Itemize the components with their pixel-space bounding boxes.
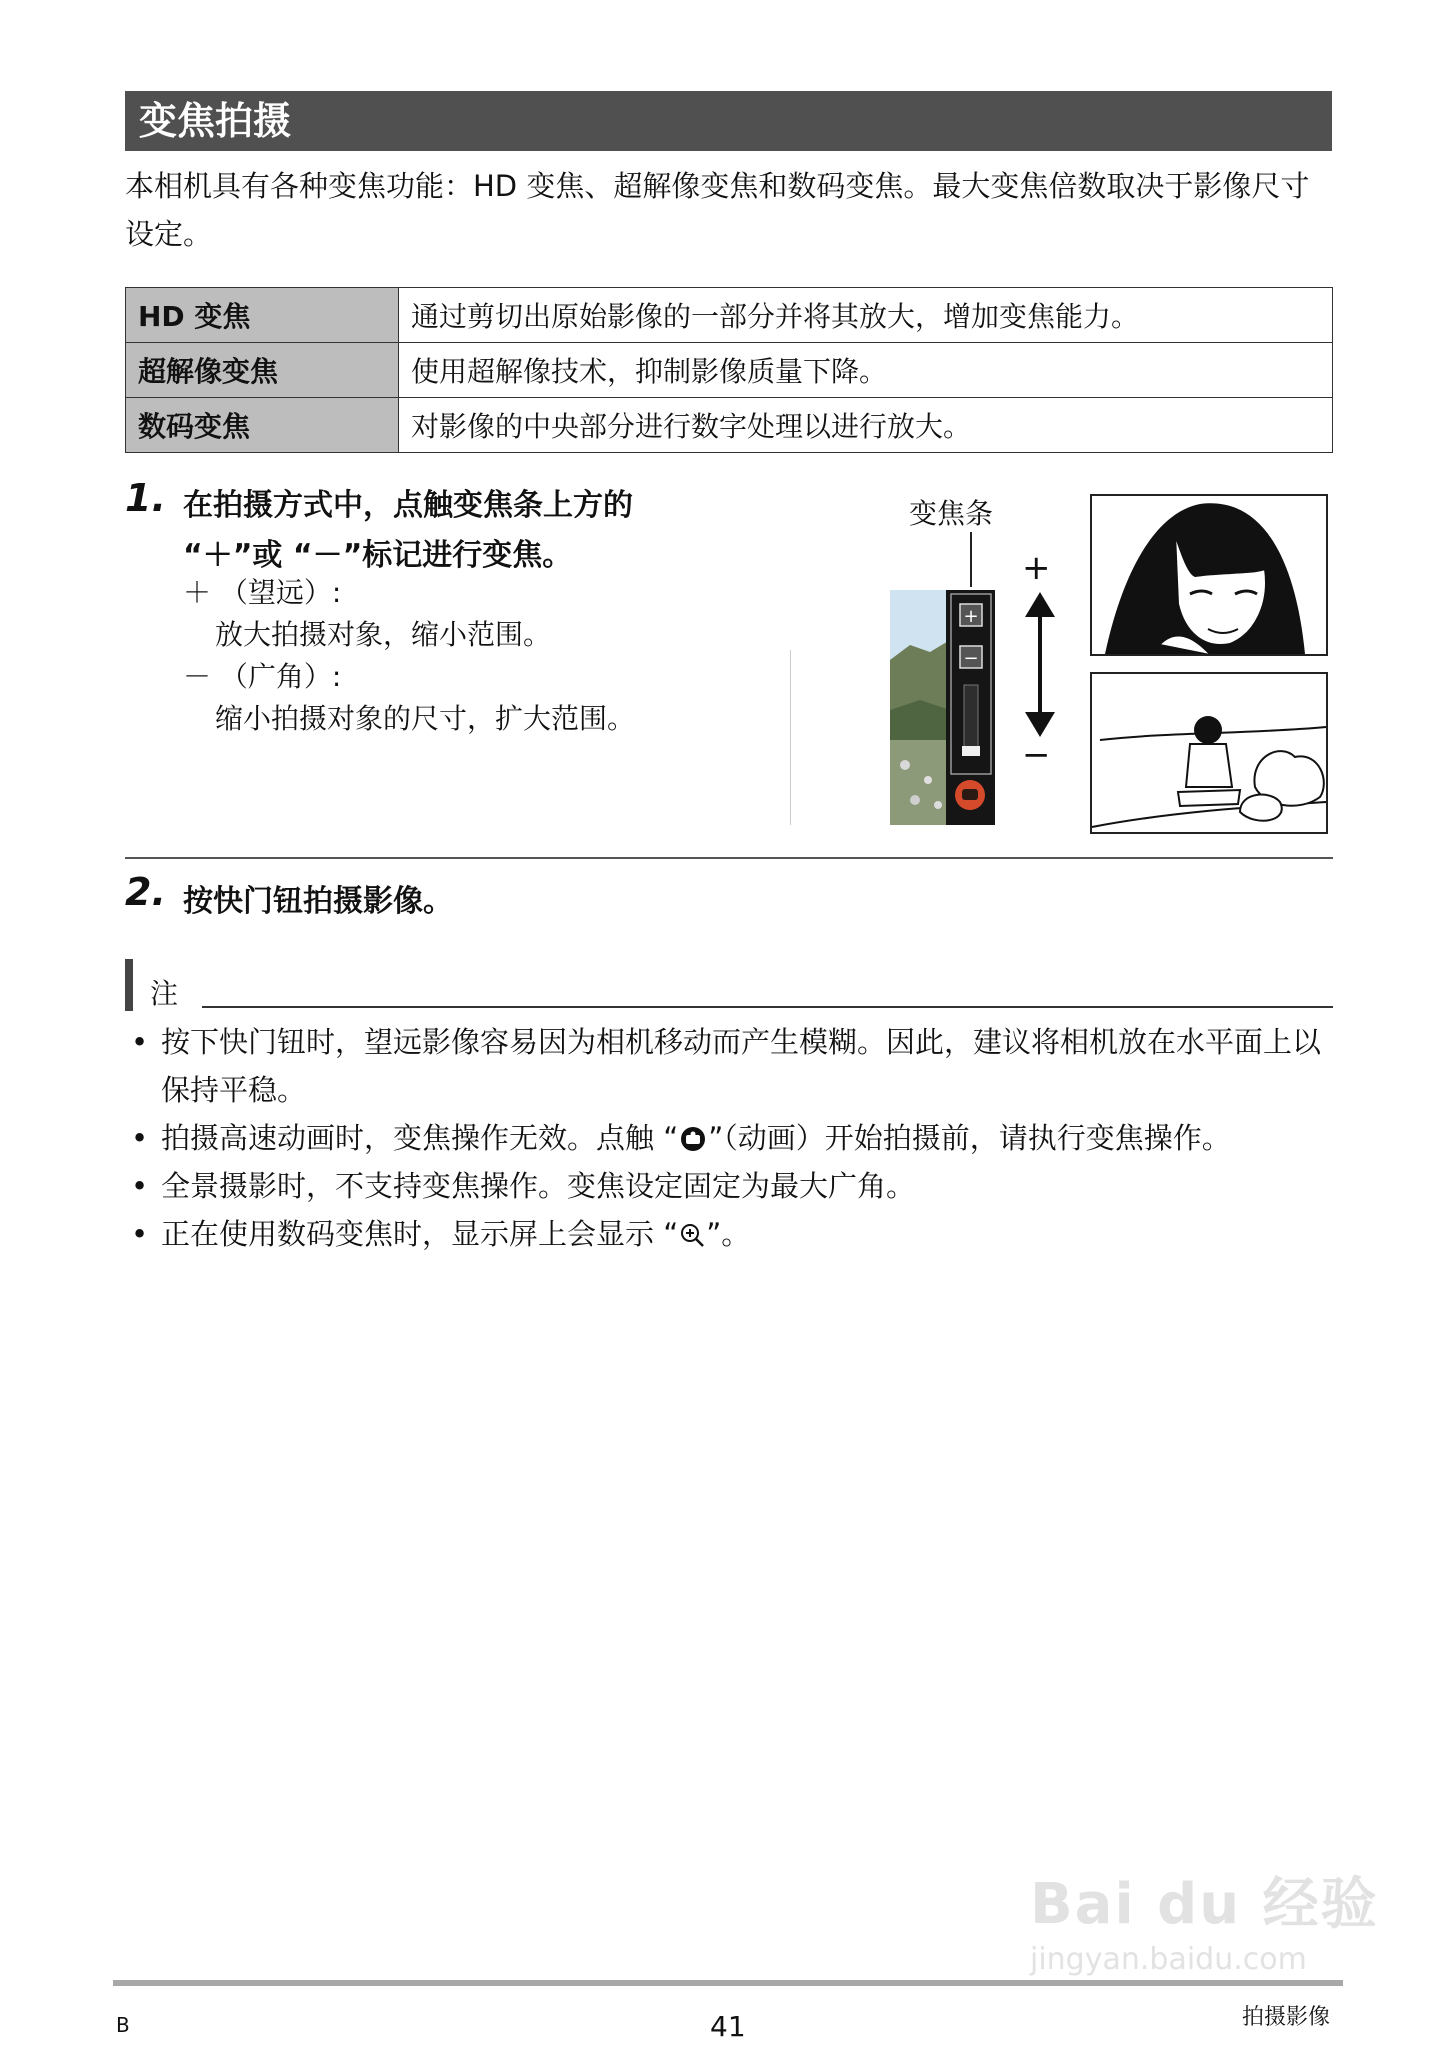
footer-rule xyxy=(113,1980,1343,1986)
baidu-watermark xyxy=(1030,1860,1379,1977)
camera-screen-illustration xyxy=(890,590,995,825)
step-2-title: 按快门钮拍摄影像。 xyxy=(183,884,453,919)
note-text: 全景摄影时，不支持变焦操作。变焦设定固定为最大广角。 xyxy=(161,1169,916,1203)
bullet: • xyxy=(131,1121,149,1155)
zoom-type-name: 超解像变焦 xyxy=(126,343,399,398)
zoom-type-table xyxy=(125,287,1333,453)
digital-zoom-icon xyxy=(678,1221,706,1249)
note-list xyxy=(125,1018,1335,1258)
bullet: • xyxy=(131,1169,149,1203)
step-1-title-line1: 在拍摄方式中，点触变焦条上方的 xyxy=(183,488,633,523)
note-text: 按下快门钮时，望远影像容易因为相机移动而产生模糊。因此，建议将相机放在水平面上以保持平稳。 xyxy=(161,1025,1322,1107)
note-text-tail: ”。 xyxy=(706,1217,751,1251)
zoom-type-desc: 对影像的中央部分进行数字处理以进行放大。 xyxy=(399,398,1333,453)
step-1-plus-label: ＋ （望远）: xyxy=(183,576,342,609)
list-item xyxy=(125,1114,1335,1162)
note-label: 注 xyxy=(150,977,179,1010)
step-1-title-line2: “＋”或 “－”标记进行变焦。 xyxy=(183,538,573,573)
step-1-minus-label: － （广角）: xyxy=(183,660,342,693)
bullet: • xyxy=(131,1025,149,1059)
list-item xyxy=(125,1210,1335,1258)
telephoto-symbol: + xyxy=(1022,548,1051,588)
section-title: 变焦拍摄 xyxy=(125,91,1332,151)
note-text-tail: ”（动画）开始拍摄前，请执行变焦操作。 xyxy=(708,1121,1231,1155)
bullet: • xyxy=(131,1217,149,1251)
note-text: 拍摄高速动画时，变焦操作无效。点触 “ xyxy=(161,1121,679,1155)
footer-left: B xyxy=(116,2013,130,2037)
movie-camera-icon xyxy=(678,1126,708,1152)
list-item xyxy=(125,1018,1335,1114)
step-1-number: 1. xyxy=(125,476,166,520)
watermark-brand: Bai du 经验 xyxy=(1030,1872,1379,1937)
note-marker xyxy=(125,959,133,1011)
zoom-type-name: 数码变焦 xyxy=(126,398,399,453)
zoom-bar-label: 变焦条 xyxy=(909,497,994,530)
separator xyxy=(125,857,1333,859)
double-arrow-icon xyxy=(1022,592,1058,737)
watermark-url: jingyan.baidu.com xyxy=(1030,1942,1307,1977)
page-number: 41 xyxy=(710,2010,746,2043)
note-rule xyxy=(202,1006,1333,1008)
step-1-minus-desc: 缩小拍摄对象的尺寸，扩大范围。 xyxy=(215,702,636,735)
divider xyxy=(790,650,791,825)
wide-angle-illustration xyxy=(1090,672,1328,834)
zoom-type-desc: 通过剪切出原始影像的一部分并将其放大，增加变焦能力。 xyxy=(399,288,1333,343)
note-text: 正在使用数码变焦时，显示屏上会显示 “ xyxy=(161,1217,679,1251)
zoom-slider-handle[interactable] xyxy=(962,746,980,756)
zoom-in-symbol: + xyxy=(963,606,979,627)
zoom-bar-pointer-line xyxy=(970,532,972,587)
footer-section: 拍摄影像 xyxy=(1242,2005,1331,2030)
zoom-type-name: HD 变焦 xyxy=(126,288,399,343)
table-row xyxy=(126,288,1333,343)
zoom-type-desc: 使用超解像技术，抑制影像质量下降。 xyxy=(399,343,1333,398)
wide-symbol: − xyxy=(1022,735,1051,775)
step-2-number: 2. xyxy=(125,870,166,914)
list-item xyxy=(125,1162,1335,1210)
table-row xyxy=(126,343,1333,398)
zoom-out-symbol: − xyxy=(963,648,979,669)
step-1-plus-desc: 放大拍摄对象，缩小范围。 xyxy=(215,618,552,651)
table-row xyxy=(126,398,1333,453)
intro-paragraph: 本相机具有各种变焦功能：HD 变焦、超解像变焦和数码变焦。最大变焦倍数取决于影像尺寸设定。 xyxy=(125,169,1310,251)
telephoto-illustration xyxy=(1090,494,1328,656)
